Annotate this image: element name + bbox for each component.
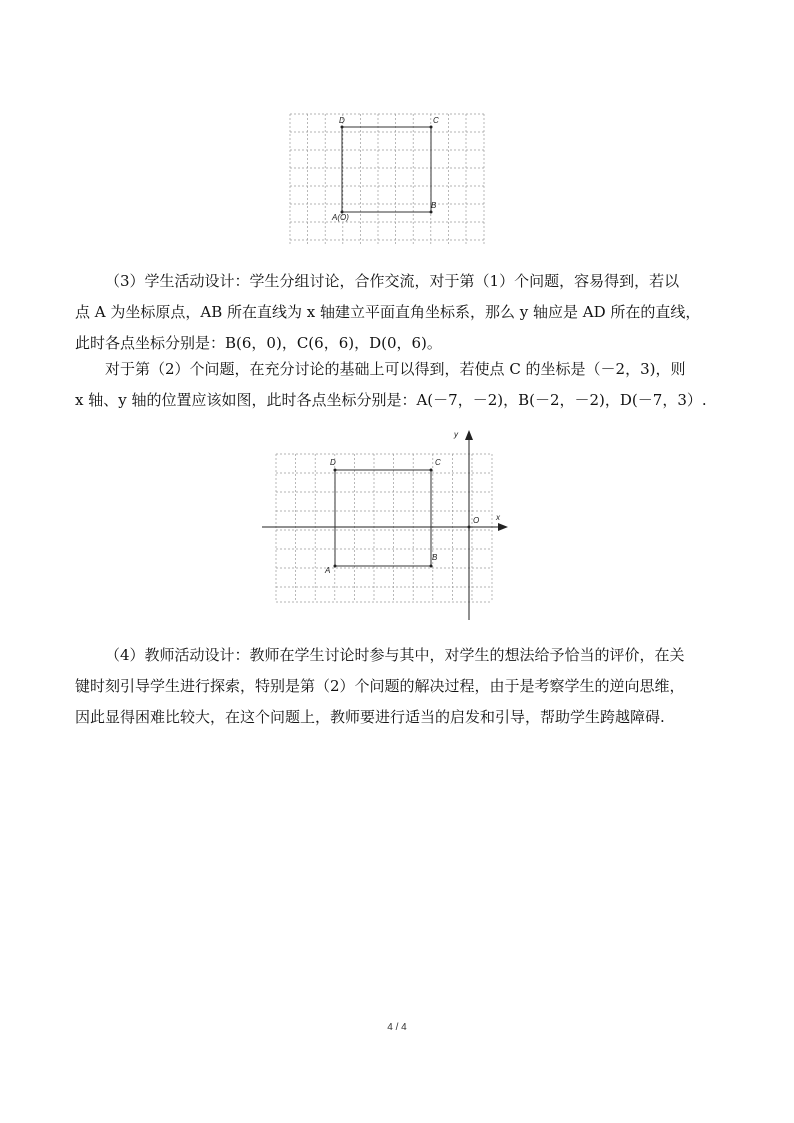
label-y-axis: y [454, 430, 458, 439]
point-a [334, 565, 337, 568]
point-c [430, 469, 433, 472]
label-d: D [330, 458, 336, 467]
x-axis-arrow [498, 523, 508, 531]
square-abcd [342, 127, 431, 212]
text-line: （4）教师活动设计：教师在学生讨论时参与其中，对学生的想法给予恰当的评价，在关 [105, 646, 685, 664]
label-a: A [325, 566, 331, 575]
label-c: C [435, 458, 441, 467]
paragraph-teacher-activity [75, 640, 725, 733]
label-x-axis: x [496, 513, 500, 522]
square-abcd [335, 470, 431, 566]
figure-square-origin-a [288, 110, 488, 250]
text-line: （3）学生活动设计：学生分组讨论，合作交流，对于第（1）个问题，容易得到，若以 [105, 272, 680, 290]
text-line: 对于第（2）个问题，在充分讨论的基础上可以得到，若使点 C 的坐标是（－2，3)，则 [105, 360, 686, 378]
page-number: 4 / 4 [387, 1022, 407, 1033]
label-c: C [433, 116, 439, 125]
point-b [430, 565, 433, 568]
label-b: B [431, 201, 437, 210]
point-o [468, 526, 471, 529]
paragraph-student-activity [75, 266, 725, 359]
label-d: D [339, 116, 345, 125]
label-a-origin: A(O) [332, 213, 349, 222]
point-c [430, 126, 433, 129]
figure-square-with-axes [256, 424, 512, 622]
grid [290, 114, 484, 244]
label-o: O [473, 516, 480, 525]
text-line: 键时刻引导学生进行探索，特别是第（2）个问题的解决过程，由于是考察学生的逆向思维， [75, 677, 685, 695]
y-axis-arrow [465, 430, 473, 440]
text-line: 点 A 为坐标原点，AB 所在直线为 x 轴建立平面直角坐标系，那么 y 轴应是 AD 所在的直线， [75, 303, 701, 321]
text-line: x 轴、y 轴的位置应该如图，此时各点坐标分别是：A(－7，－2)，B(－2，－2)，D(－7，3）. [75, 391, 707, 409]
paragraph-question-two [75, 354, 725, 416]
text-line: 因此显得困难比较大，在这个问题上，教师要进行适当的启发和引导，帮助学生跨越障碍. [75, 708, 665, 726]
point-d [334, 469, 337, 472]
text-line: 此时各点坐标分别是：B(6，0)，C(6，6)，D(0，6)。 [75, 334, 442, 352]
grid [276, 454, 492, 602]
point-d [341, 126, 344, 129]
label-b: B [432, 553, 438, 562]
point-b [430, 211, 433, 214]
